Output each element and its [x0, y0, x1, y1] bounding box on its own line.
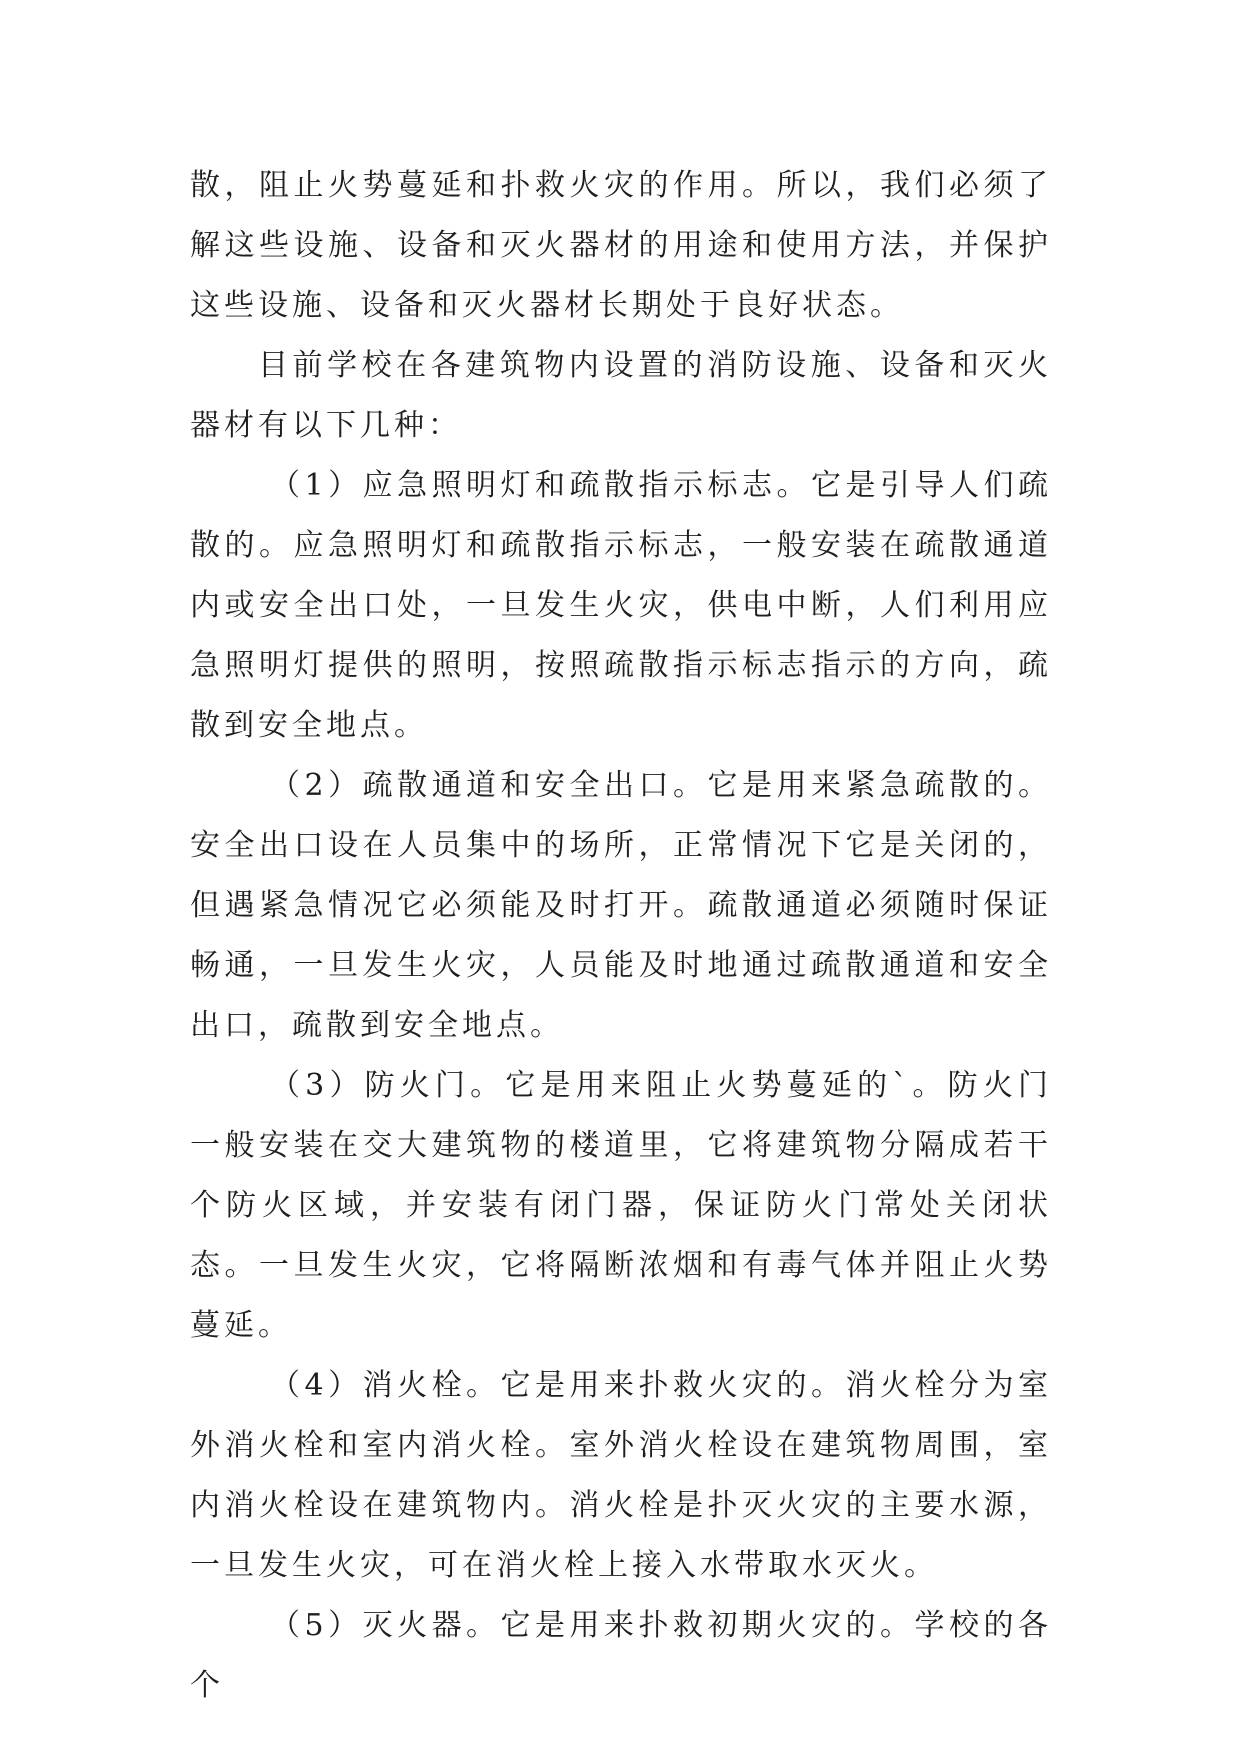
paragraph-item-2-evacuation-exits: （2）疏散通道和安全出口。它是用来紧急疏散的。安全出口设在人员集中的场所，正常情况下它是关闭的，但遇紧急情况它必须能及时打开。疏散通道必须随时保证畅通，一旦发生火灾，人员能及时地通过疏散通道和安全出口，疏散到安全地点。 — [190, 768, 1052, 1043]
paragraph-facilities-list-intro: 目前学校在各建筑物内设置的消防设施、设备和灭火器材有以下几种： — [190, 348, 1052, 443]
document-body — [190, 156, 1052, 1716]
paragraph-item-1-emergency-lighting: （1）应急照明灯和疏散指示标志。它是引导人们疏散的。应急照明灯和疏散指示标志，一般安装在疏散通道内或安全出口处，一旦发生火灾，供电中断，人们利用应急照明灯提供的照明，按照疏散指示标志指示的方向，疏散到安全地点。 — [190, 468, 1052, 743]
paragraph-item-5-extinguishers: （5）灭火器。它是用来扑救初期火灾的。学校的各个 — [190, 1608, 1052, 1703]
paragraph-intro-continued: 散，阻止火势蔓延和扑救火灾的作用。所以，我们必须了解这些设施、设备和灭火器材的用途和使用方法，并保护这些设施、设备和灭火器材长期处于良好状态。 — [190, 168, 1052, 323]
paragraph-item-3-fire-doors: （3）防火门。它是用来阻止火势蔓延的`。防火门一般安装在交大建筑物的楼道里，它将建筑物分隔成若干个防火区域，并安装有闭门器，保证防火门常处关闭状态。一旦发生火灾，它将隔断浓烟和有毒气体并阻止火势蔓延。 — [190, 1068, 1052, 1343]
paragraph-item-4-fire-hydrants: （4）消火栓。它是用来扑救火灾的。消火栓分为室外消火栓和室内消火栓。室外消火栓设在建筑物周围，室内消火栓设在建筑物内。消火栓是扑灭火灾的主要水源，一旦发生火灾，可在消火栓上接入水带取水灭火。 — [190, 1368, 1052, 1583]
